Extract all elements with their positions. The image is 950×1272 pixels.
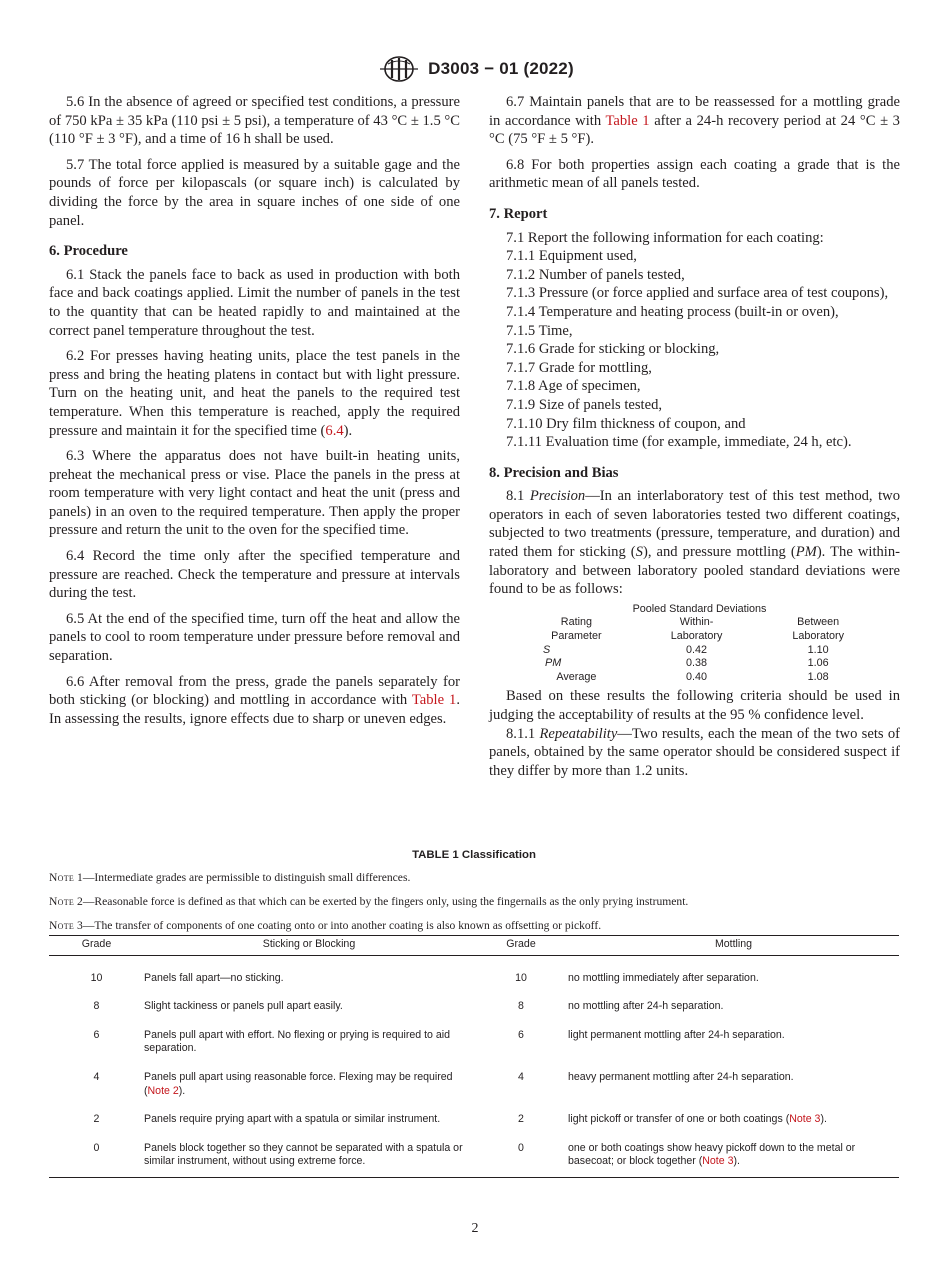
psd-header: Within- [679, 616, 714, 629]
section-6-2-text: 6.2 For presses having heating units, place the test panels in the press and bring the heating platens in contact but with light pressure. Turn on the heating unit, and heat the panels to the required test temperature. When this temperature is reached, apply the required pressure and maintain it for the specified time ( [49, 348, 460, 439]
psd-between: 1.10 [807, 643, 829, 656]
mottling-cell [568, 1106, 899, 1135]
section-6-1: 6.1 Stack the panels face to back as used in production with both face and back coatings applied. Limit the number of panels in the test to the quantity that can be heated rapidly to and maintained at the correct panel temperature throughout the test. [49, 266, 460, 339]
repeatability-term: Repeatability [539, 725, 618, 742]
psd-header: Laboratory [792, 630, 844, 643]
psd-parameter: Average [556, 670, 597, 683]
psd-parameter: PM [545, 657, 562, 670]
note-label: Note [49, 895, 75, 908]
grade-cell: 4 [93, 1070, 100, 1083]
table-1-caption: TABLE 1 Classification [412, 849, 536, 861]
section-6-7-text: 6.7 Maintain panels that are to be reassessed for a mottling grade in accordance with [489, 94, 900, 129]
section-8-1-1 [489, 725, 900, 781]
section-8-1-1-text: —Two results, each the mean of the two sets of panels, obtained by the same operator should be considered suspect if they differ by more than 1.2 units. [489, 725, 901, 779]
symbol-s: S [635, 544, 643, 561]
psd-header: Parameter [551, 630, 602, 643]
sticking-text: Panels pull apart using reasonable force. Flexing may be required ( [144, 1070, 453, 1097]
sticking-cell: Panels pull apart with effort. No flexing or prying is required to aid separation. [144, 1028, 451, 1055]
heading-report: 7. Report [489, 205, 548, 222]
grade-cell: 10 [515, 971, 527, 984]
psd-header: Laboratory [670, 630, 723, 643]
table-row [49, 955, 899, 993]
table-header-row [49, 936, 899, 956]
precision-term: Precision [529, 488, 586, 505]
section-8-1-number: 8.1 [506, 488, 530, 505]
right-column [489, 93, 900, 787]
mottling-cell: light permanent mottling after 24-h separation. [568, 1028, 785, 1041]
section-6-4: 6.4 Record the time only after the specified temperature and pressure are reached. Check the temperature and pressure at intervals during the test. [49, 548, 460, 602]
psd-between: 1.06 [807, 657, 829, 670]
section-6-6 [49, 673, 460, 729]
section-6-6-end: . In assessing the results, ignore effects due to sharp or uneven edges. [49, 692, 460, 727]
page-header [0, 52, 950, 86]
mottling-text-end: ). [733, 1155, 740, 1168]
table-1-classification [49, 849, 899, 1178]
mottling-cell: no mottling immediately after separation. [568, 971, 759, 984]
report-item: 7.1.1 Equipment used, [506, 248, 637, 265]
heading-procedure: 6. Procedure [49, 243, 128, 260]
grade-cell: 0 [518, 1141, 524, 1154]
section-8-1 [489, 487, 900, 599]
grade-cell: 4 [518, 1070, 524, 1083]
column-header-grade: Grade [81, 938, 112, 950]
link-section-6-4[interactable]: 6.4 [325, 422, 344, 439]
page-number: 2 [471, 1221, 479, 1236]
note-text: 3—The transfer of components of one coating onto or into another coating is also known as offsetting or pickoff. [74, 919, 602, 932]
mottling-cell: heavy permanent mottling after 24-h separation. [568, 1070, 794, 1083]
section-8-1-text-3: ). The within-laboratory and between laboratory pooled standard deviations were found to be as follows: [489, 544, 901, 598]
psd-header: Between [797, 616, 840, 629]
psd-between: 1.08 [807, 670, 829, 683]
document-designation: D3003 − 01 (2022) [428, 59, 574, 78]
astm-logo-icon [376, 54, 422, 84]
link-note-2[interactable]: Note 2 [147, 1084, 179, 1097]
section-5-6: 5.6 In the absence of agreed or specified test conditions, a pressure of 750 kPa ± 35 kPa (110 psi ± 5 psi), a temperature of 43 °C ± 1.5 °C (110 °F ± 3 °F), and a time of 16 h shall be used. [49, 94, 460, 148]
table-row [49, 993, 899, 1022]
sticking-cell: Slight tackiness or panels pull apart easily. [144, 1000, 343, 1013]
sticking-cell: Panels require prying apart with a spatula or similar instrument. [144, 1113, 441, 1126]
note-text: 2—Reasonable force is defined as that which can be exerted by the fingers only, using the fingernails as the only prying instrument. [74, 895, 689, 908]
section-6-6-text: 6.6 After removal from the press, grade the panels separately for both sticking (or blocking) and mottling in accordance with [49, 673, 460, 709]
report-item: 7.1.2 Number of panels tested, [506, 266, 685, 283]
grade-cell: 2 [93, 1113, 100, 1126]
report-item: 7.1.7 Grade for mottling, [506, 359, 652, 376]
report-item: 7.1.5 Time, [506, 322, 573, 339]
section-8-1-1-number: 8.1.1 [506, 725, 540, 742]
table-note [49, 919, 899, 933]
sticking-cell: Panels block together so they cannot be separated with a spatula or similar instrument, without using extreme force. [144, 1141, 463, 1168]
table-row [49, 1064, 899, 1106]
grade-cell: 0 [93, 1141, 100, 1154]
grade-cell: 8 [93, 1000, 100, 1013]
grade-cell: 10 [90, 971, 103, 984]
psd-within: 0.40 [686, 670, 708, 683]
table-row [49, 1135, 899, 1178]
note-label: Note [49, 871, 75, 884]
column-header-mottling: Mottling [714, 938, 753, 950]
report-item: 7.1.4 Temperature and heating process (built-in or oven), [506, 303, 839, 320]
column-header-sticking: Sticking or Blocking [262, 938, 356, 950]
criteria-paragraph: Based on these results the following criteria should be used in judging the acceptability of results at the 95 % confidence level. [489, 688, 900, 723]
left-column [49, 93, 460, 735]
report-item: 7.1.8 Age of specimen, [506, 378, 641, 395]
mottling-cell [568, 1135, 899, 1178]
report-item: 7.1.10 Dry film thickness of coupon, and [506, 415, 746, 432]
grade-cell: 6 [93, 1028, 100, 1041]
report-item: 7.1.11 Evaluation time (for example, immediate, 24 h, etc). [506, 434, 852, 451]
pooled-sd-caption: Pooled Standard Deviations [632, 602, 767, 615]
section-6-2-end: ). [343, 422, 353, 439]
section-8-1-text-2: ), and pressure mottling ( [642, 544, 796, 561]
note-text: 1—Intermediate grades are permissible to distinguish small differences. [74, 871, 411, 884]
grade-cell: 2 [518, 1113, 524, 1126]
link-note-3[interactable]: Note 3 [789, 1113, 821, 1126]
report-item: 7.1.6 Grade for sticking or blocking, [506, 341, 720, 358]
table-row [49, 1106, 899, 1135]
mottling-text: one or both coatings show heavy pickoff down to the metal or basecoat; or block together ( [568, 1141, 856, 1168]
psd-header: Rating [560, 616, 592, 629]
sticking-cell: Panels fall apart—no sticking. [144, 971, 284, 984]
classification-table [49, 935, 899, 1178]
psd-within: 0.38 [686, 657, 708, 670]
psd-within: 0.42 [686, 643, 708, 656]
report-item: 7.1.9 Size of panels tested, [506, 396, 663, 413]
section-6-7-end: after a 24-h recovery period at 24 °C ± 3 °C (75 °F ± 5 °F). [489, 112, 900, 148]
section-6-2 [49, 347, 460, 440]
table-note [49, 871, 899, 885]
table-note [49, 895, 899, 909]
grade-cell: 8 [518, 1000, 524, 1013]
section-6-7 [489, 93, 900, 149]
grade-cell: 6 [518, 1028, 524, 1041]
report-item: 7.1 Report the following information for each coating: [506, 229, 824, 246]
mottling-text: light pickoff or transfer of one or both coatings ( [568, 1113, 790, 1126]
symbol-pm: PM [795, 544, 817, 561]
link-note-3[interactable]: Note 3 [702, 1155, 734, 1168]
section-5-7: 5.7 The total force applied is measured by a suitable gage and the pounds of force per kilopascals (or square inch) is calculated by dividing the force by the area in square inches of one side of one panel. [49, 156, 460, 229]
link-table-1[interactable]: Table 1 [411, 692, 457, 709]
section-8-1-text: —In an interlaboratory test of this test method, two operators in each of seven laboratories tested two different coatings, subjected to two treatments (pressure, temperature, and duration) and rated them for sticking ( [489, 488, 901, 561]
section-6-3: 6.3 Where the apparatus does not have built-in heating units, preheat the mechanical press or vise. Place the panels in the press at room temperature with very light contact and heat the unit (press and panels) in an oven to the required temperature. Then apply the proper pressure and return the unit to the oven for the specified time. [49, 448, 460, 539]
pooled-sd-table [489, 603, 900, 685]
mottling-text-end: ). [820, 1113, 827, 1126]
note-label: Note [49, 919, 75, 932]
heading-precision-bias: 8. Precision and Bias [489, 464, 619, 481]
sticking-cell [144, 1064, 474, 1106]
column-header-grade: Grade [506, 938, 536, 950]
sticking-text-end: ). [178, 1084, 186, 1097]
psd-parameter: S [543, 643, 551, 656]
section-6-8: 6.8 For both properties assign each coating a grade that is the arithmetic mean of all panels tested. [489, 156, 900, 192]
section-6-5: 6.5 At the end of the specified time, turn off the heat and allow the panels to cool to room temperature under pressure before removal and separation. [49, 610, 460, 665]
link-table-1[interactable]: Table 1 [605, 112, 650, 129]
report-item: 7.1.3 Pressure (or force applied and surface area of test coupons), [506, 285, 889, 302]
mottling-cell: no mottling after 24-h separation. [568, 1000, 724, 1013]
table-row [49, 1022, 899, 1064]
